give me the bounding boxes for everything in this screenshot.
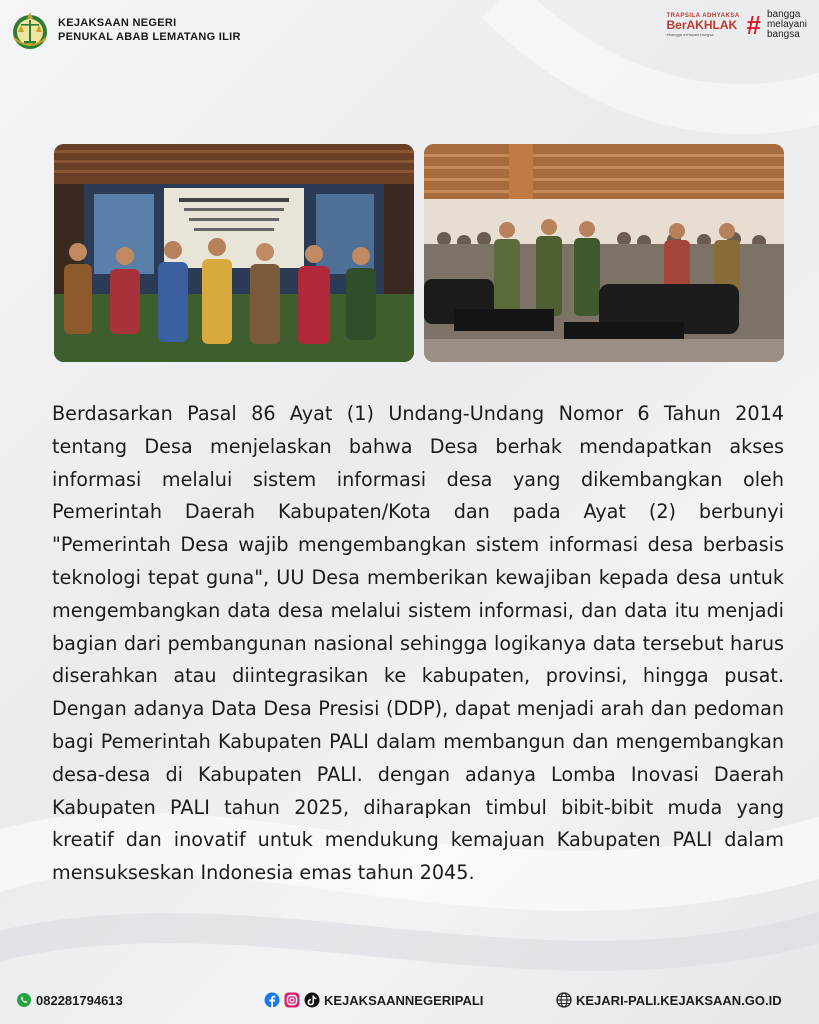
footer-social[interactable] (264, 992, 483, 1008)
hash-mark: # (746, 10, 761, 40)
website-url: KEJARI-PALI.KEJAKSAAN.GO.ID (576, 992, 782, 1008)
tiktok-icon (304, 992, 320, 1008)
footer-website[interactable] (556, 992, 782, 1008)
phone-number: 082281794613 (36, 992, 123, 1008)
facebook-icon (264, 992, 280, 1008)
tag-bangsa: bangsa (766, 29, 800, 40)
org-name (58, 16, 241, 44)
header (8, 6, 241, 54)
article-paragraph: Berdasarkan Pasal 86 Ayat (1) Undang-Undang Nomor 6 Tahun 2014 tentang Desa menjelaskan bahwa Desa berhak mendapatkan akses informasi melalui sistem informasi desa yang dikembangkan oleh Pemerintah Daerah Kabupaten/Kota dan pada Ayat (2) berbunyi "Pemerintah Desa wajib mengembangkan sistem informasi desa berbasis teknologi tepat guna", UU Desa memberikan kewajiban kepada desa untuk mengembangkan data desa melalui sistem informasi, dan data itu menjadi bagian dari pembangunan nasional sehingga logikanya data tersebut harus diserahkan atau diintegrasikan ke kabupaten, provinsi, hingga pusat. Dengan adanya Data Desa Presisi (DDP), dapat menjadi arah dan pedoman bagi Pemerintah Kabupaten PALI dalam membangun dan mengembangkan desa-desa di Kabupaten PALI. dengan adanya Lomba Inovasi Daerah Kabupaten PALI tahun 2025, diharapkan timbul bibit-bibit muda yang kreatif dan inovatif untuk mendukung kemajuan Kabupaten PALI dalam mensukseskan Indonesia emas tahun 2045. (52, 402, 784, 885)
photo-award-ceremony (54, 144, 414, 362)
org-name-line1: KEJAKSAAN NEGERI (58, 17, 177, 29)
globe-icon (556, 992, 572, 1008)
badge-sub-text: #bangga melayani bangsa (666, 32, 714, 37)
instagram-icon (284, 992, 300, 1008)
footer (0, 992, 819, 1016)
badge-small-text: TRAPSILA ADHYAKSA (666, 13, 740, 19)
whatsapp-icon (16, 992, 32, 1008)
kejaksaan-emblem-icon (8, 8, 52, 52)
org-name-line2: PENUKAL ABAB LEMATANG ILIR (58, 31, 241, 43)
tag-melayani: melayani (766, 19, 807, 30)
photo-audience (424, 144, 784, 362)
tag-bangga: bangga (766, 9, 801, 20)
bangga-melayani-bangsa (767, 10, 807, 40)
badge-big-text: BerAKHLAK (666, 18, 738, 32)
berakhlak-badge (667, 10, 808, 40)
footer-phone[interactable] (16, 992, 123, 1008)
social-handle: KEJAKSAANNEGERIPALI (324, 992, 484, 1008)
